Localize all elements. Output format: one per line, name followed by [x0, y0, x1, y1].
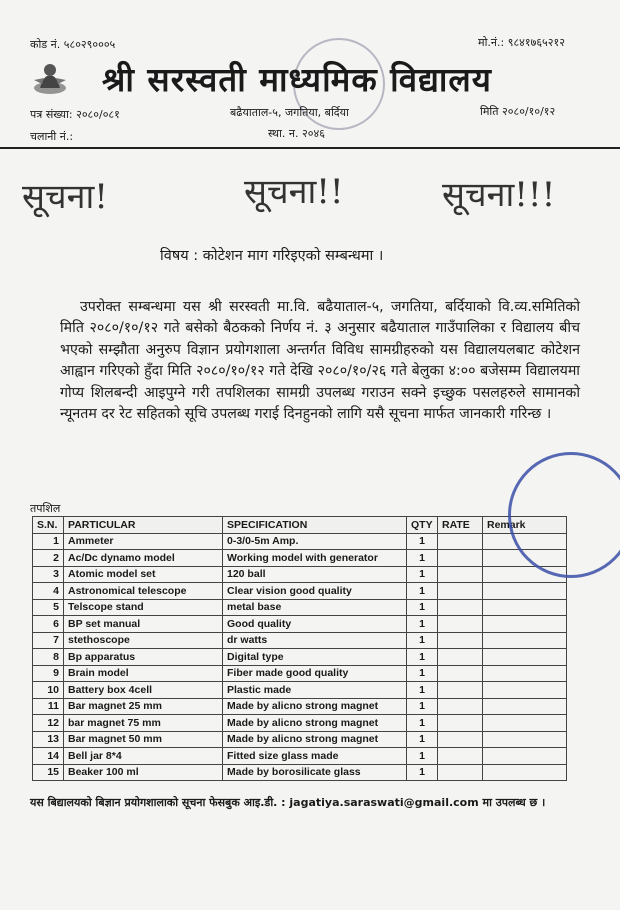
cell-sn: 3 — [33, 566, 64, 583]
cell-specification: Fiber made good quality — [223, 665, 407, 682]
cell-remark — [483, 682, 567, 699]
cell-particular: Bar magnet 25 mm — [64, 698, 223, 715]
cell-qty: 1 — [407, 550, 438, 567]
table-row — [33, 599, 567, 616]
cell-sn: 13 — [33, 731, 64, 748]
cell-remark — [483, 665, 567, 682]
cell-sn: 11 — [33, 698, 64, 715]
cell-sn: 10 — [33, 682, 64, 699]
cell-particular: Ammeter — [64, 533, 223, 550]
col-specification: SPECIFICATION — [223, 517, 407, 534]
cell-remark — [483, 748, 567, 765]
items-table — [32, 516, 567, 781]
cell-qty: 1 — [407, 533, 438, 550]
notice-word-1: सूचना! — [22, 177, 108, 217]
table-row — [33, 731, 567, 748]
cell-qty: 1 — [407, 682, 438, 699]
cell-rate — [438, 682, 483, 699]
cell-specification: dr watts — [223, 632, 407, 649]
cell-particular: Bar magnet 50 mm — [64, 731, 223, 748]
table-row — [33, 764, 567, 781]
cell-specification: Made by alicno strong magnet — [223, 715, 407, 732]
table-row — [33, 566, 567, 583]
cell-rate — [438, 764, 483, 781]
cell-rate — [438, 599, 483, 616]
table-caption: तपशिल — [30, 502, 61, 515]
cell-sn: 14 — [33, 748, 64, 765]
cell-specification: 0-3/0-5m Amp. — [223, 533, 407, 550]
cell-specification: Made by alicno strong magnet — [223, 698, 407, 715]
cell-specification: Made by alicno strong magnet — [223, 731, 407, 748]
school-address: बढैयाताल-५, जगतिया, बर्दिया — [230, 106, 349, 119]
cell-remark — [483, 731, 567, 748]
saraswati-logo-icon — [30, 58, 70, 98]
cell-qty: 1 — [407, 583, 438, 600]
school-code: कोड नं. ५८०२९०००५ — [30, 38, 116, 51]
cell-particular: Bell jar 8*4 — [64, 748, 223, 765]
cell-particular: Ac/Dc dynamo model — [64, 550, 223, 567]
cell-sn: 9 — [33, 665, 64, 682]
cell-rate — [438, 566, 483, 583]
footer-note: यस बिद्यालयको बिज्ञान प्रयोगशालाको सूचना फेसबुक आइ.डी. : jagatiya.saraswati@gmail.com मा उपलब्ध छ । — [30, 796, 546, 809]
cell-rate — [438, 550, 483, 567]
cell-particular: Brain model — [64, 665, 223, 682]
cell-qty: 1 — [407, 616, 438, 633]
cell-remark — [483, 715, 567, 732]
cell-qty: 1 — [407, 698, 438, 715]
notice-word-2: सूचना!! — [244, 172, 344, 212]
cell-specification: Digital type — [223, 649, 407, 666]
cell-rate — [438, 715, 483, 732]
col-particular: PARTICULAR — [64, 517, 223, 534]
cell-remark — [483, 583, 567, 600]
table-header-row — [33, 517, 567, 534]
cell-sn: 8 — [33, 649, 64, 666]
table-row — [33, 533, 567, 550]
cell-specification: 120 ball — [223, 566, 407, 583]
cell-qty: 1 — [407, 632, 438, 649]
established-number: स्था. न. २०४६ — [268, 127, 325, 140]
cell-qty: 1 — [407, 715, 438, 732]
table-row — [33, 682, 567, 699]
notice-word-3: सूचना!!! — [442, 175, 556, 215]
header-divider — [0, 147, 620, 149]
cell-qty: 1 — [407, 665, 438, 682]
cell-sn: 12 — [33, 715, 64, 732]
table-row — [33, 698, 567, 715]
table-row — [33, 715, 567, 732]
cell-particular: Beaker 100 ml — [64, 764, 223, 781]
cell-sn: 1 — [33, 533, 64, 550]
cell-remark — [483, 764, 567, 781]
table-row — [33, 632, 567, 649]
table-row — [33, 616, 567, 633]
cell-remark — [483, 698, 567, 715]
school-name: श्री सरस्वती माध्यमिक विद्यालय — [102, 60, 492, 99]
cell-specification: Made by borosilicate glass — [223, 764, 407, 781]
cell-rate — [438, 583, 483, 600]
cell-remark — [483, 649, 567, 666]
cell-qty: 1 — [407, 731, 438, 748]
cell-specification: Plastic made — [223, 682, 407, 699]
table-row — [33, 550, 567, 567]
dispatch-number: चलानी नं.: — [30, 130, 74, 143]
cell-qty: 1 — [407, 748, 438, 765]
cell-remark — [483, 599, 567, 616]
letter-number: पत्र संख्या: २०८०/०८१ — [30, 108, 120, 121]
cell-particular: stethoscope — [64, 632, 223, 649]
letter-date: मिति २०८०/१०/१२ — [480, 105, 556, 118]
cell-rate — [438, 698, 483, 715]
cell-sn: 15 — [33, 764, 64, 781]
cell-remark — [483, 632, 567, 649]
cell-rate — [438, 616, 483, 633]
cell-sn: 5 — [33, 599, 64, 616]
table-row — [33, 665, 567, 682]
cell-rate — [438, 665, 483, 682]
cell-specification: Working model with generator — [223, 550, 407, 567]
col-remark: Remark — [483, 517, 567, 534]
cell-particular: Bp apparatus — [64, 649, 223, 666]
mobile-number: मो.नं.: ९८४१७६५२१२ — [478, 36, 565, 49]
cell-particular: Atomic model set — [64, 566, 223, 583]
col-sn: S.N. — [33, 517, 64, 534]
cell-particular: BP set manual — [64, 616, 223, 633]
cell-sn: 6 — [33, 616, 64, 633]
cell-sn: 7 — [33, 632, 64, 649]
cell-specification: Good quality — [223, 616, 407, 633]
cell-sn: 2 — [33, 550, 64, 567]
cell-remark — [483, 616, 567, 633]
cell-rate — [438, 748, 483, 765]
cell-qty: 1 — [407, 599, 438, 616]
col-qty: QTY — [407, 517, 438, 534]
cell-specification: Clear vision good quality — [223, 583, 407, 600]
cell-qty: 1 — [407, 764, 438, 781]
cell-particular: Telscope stand — [64, 599, 223, 616]
cell-particular: bar magnet 75 mm — [64, 715, 223, 732]
cell-sn: 4 — [33, 583, 64, 600]
table-row — [33, 649, 567, 666]
cell-particular: Astronomical telescope — [64, 583, 223, 600]
cell-specification: metal base — [223, 599, 407, 616]
subject-line: विषय : कोटेशन माग गरिइएको सम्बन्धमा । — [160, 248, 384, 264]
cell-particular: Battery box 4cell — [64, 682, 223, 699]
cell-rate — [438, 731, 483, 748]
cell-qty: 1 — [407, 649, 438, 666]
col-rate: RATE — [438, 517, 483, 534]
cell-rate — [438, 649, 483, 666]
cell-specification: Fitted size glass made — [223, 748, 407, 765]
table-row — [33, 583, 567, 600]
table-row — [33, 748, 567, 765]
cell-qty: 1 — [407, 566, 438, 583]
cell-rate — [438, 632, 483, 649]
notice-body: उपरोक्त सम्बन्धमा यस श्री सरस्वती मा.वि. बढैयाताल-५, जगतिया, बर्दियाको वि.व्य.समितिको मिति २०८०/१०/१२ गते बसेको बैठकको निर्णय नं. ३ अनुसार बढैयाताल गाउँपालिका र विद्यालय बीच भएको सम्झौता अनुरुप विज्ञान प्रयोगशाला अन्तर्गत विविध सामग्रीहरुको यस विद्यालयलबाट कोटेशन आह्वान गरिएको हुँदा मिति २०८०/१०/१२ गते देखि २०८०/१०/२६ गते बेलुका ४:०० बजेसम्म विद्यालयमा गोप्य शिलबन्दी आइपुग्ने गरी तपशिलका सामग्री उपलब्ध गराउन सक्ने इच्छुक पसलहरुले सामानको न्यूनतम दर रेट सहितको सूचि उपलब्ध गराई दिनहुनको लागि यसै सूचना मार्फत जानकारी गरिन्छ । — [60, 299, 580, 423]
cell-rate — [438, 533, 483, 550]
